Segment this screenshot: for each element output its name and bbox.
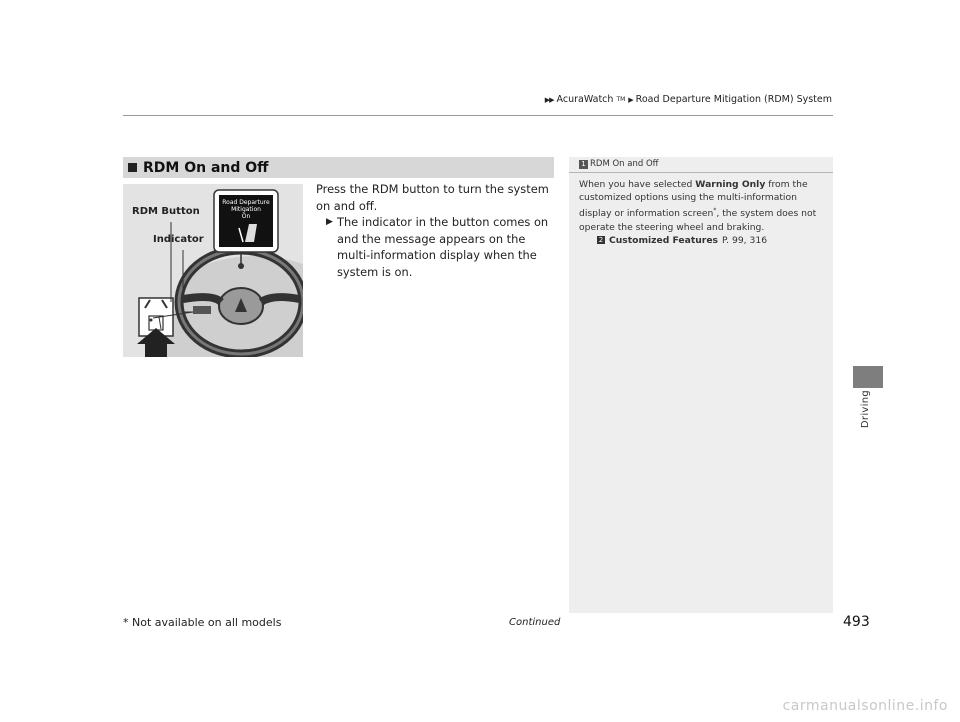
- footnote: * Not available on all models: [123, 616, 282, 629]
- breadcrumb-part2: Road Departure Mitigation (RDM) System: [635, 94, 832, 105]
- page-number: 493: [843, 614, 870, 630]
- breadcrumb-part1: AcuraWatch: [556, 94, 614, 105]
- ref-label: Customized Features: [609, 234, 719, 246]
- chapter-tab[interactable]: [853, 366, 883, 388]
- continued-label: Continued: [509, 617, 561, 628]
- section-title: RDM On and Off: [143, 159, 269, 176]
- sidebar-body: [569, 173, 833, 252]
- sidebar-heading: [569, 157, 833, 173]
- sidebar-heading-text: RDM On and Off: [590, 159, 659, 169]
- customized-features-link[interactable]: [597, 234, 823, 247]
- sidebar-text-bold: Warning Only: [695, 179, 766, 190]
- sidebar-text-post: from the customized options using the multi-information display or information screen: [579, 179, 808, 220]
- watermark: carmanualsonline.info: [782, 698, 948, 714]
- note-number-icon: 1: [579, 160, 588, 169]
- instruction-text: [316, 181, 552, 280]
- chapter-label: Driving: [860, 390, 871, 429]
- screen-text-line1: Road Departure: [222, 199, 270, 206]
- breadcrumb: [545, 94, 832, 105]
- breadcrumb-arrow-icon: ▶: [628, 95, 633, 104]
- section-header: [123, 157, 554, 178]
- label-indicator: Indicator: [153, 234, 204, 245]
- instruction-result: [328, 214, 552, 280]
- breadcrumb-arrow-icon: ▶▶: [544, 95, 554, 104]
- ref-pages: P. 99, 316: [722, 234, 768, 246]
- sidebar-text-end: , the system does not operate the steering wheel and braking.: [579, 208, 817, 233]
- label-rdm-button: RDM Button: [132, 206, 200, 217]
- result-text: The indicator in the button comes on and the message appears on the multi-information display when the system is on.: [337, 215, 549, 279]
- sidebar-text-pre: When you have selected: [579, 179, 696, 190]
- page-reference-icon: 2: [598, 236, 604, 245]
- instruction: Press the RDM button to turn the system on and off.: [316, 182, 549, 213]
- breadcrumb-tm: TM: [616, 96, 626, 103]
- sidebar-star: *: [713, 207, 717, 215]
- screen-text-line3: On: [241, 213, 251, 220]
- notes-sidebar: [569, 157, 833, 613]
- result-arrow-icon: ▶: [326, 217, 333, 227]
- steering-wheel-illustration: [123, 184, 303, 357]
- screen-text-line2: Mitigation: [231, 206, 261, 213]
- header-rule: [123, 115, 833, 116]
- section-square-icon: [128, 163, 137, 172]
